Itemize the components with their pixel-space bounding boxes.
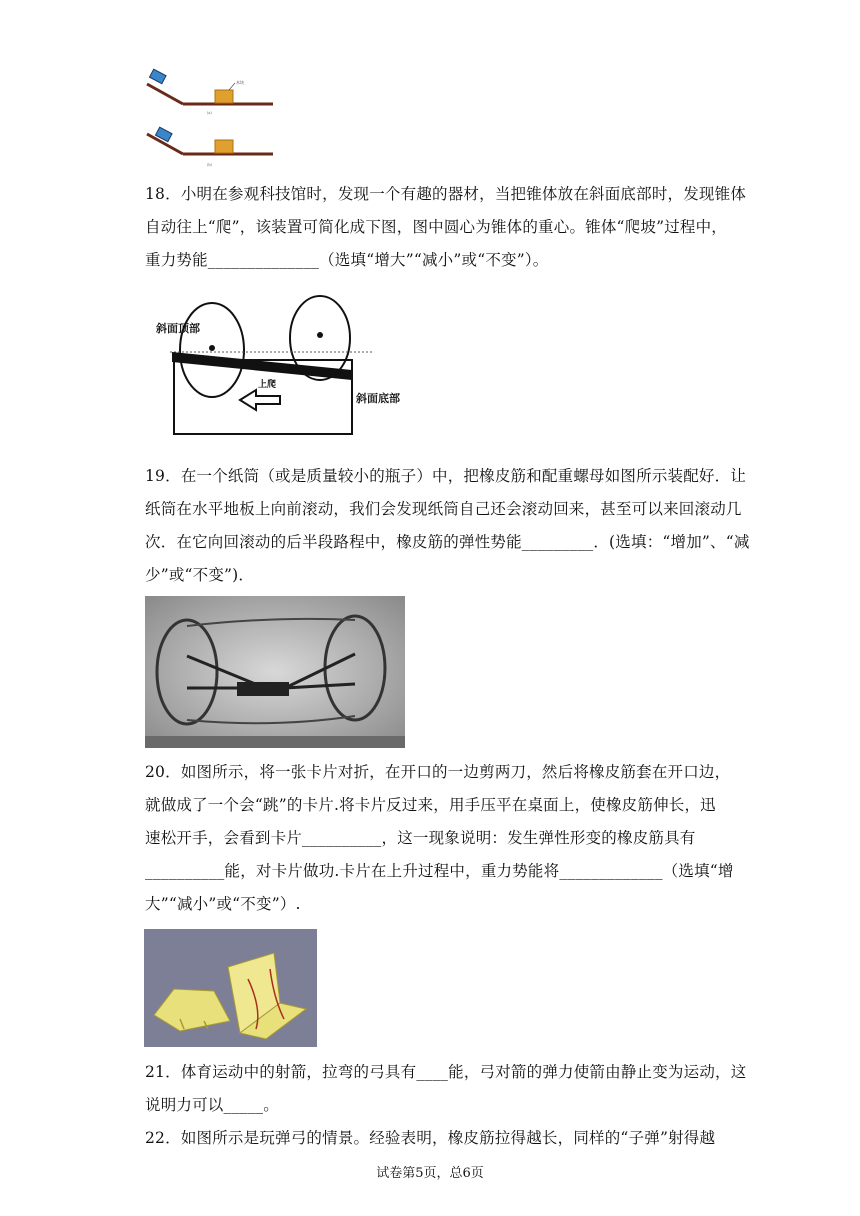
cone-incline-figure — [140, 290, 400, 445]
incline-diagram-a — [147, 69, 273, 115]
q18-line-1: 18．小明在参观科技馆时，发现一个有趣的器材，当把锥体放在斜面底部时，发现锥体 — [145, 185, 747, 203]
bottom-label: 斜面底部 — [356, 392, 400, 405]
question-21 — [145, 1056, 747, 1122]
q21-line-2: 说明力可以_____。 — [145, 1096, 279, 1114]
q19-line-2: 纸筒在水平地板上向前滚动，我们会发现纸筒自己还会滚动回来，甚至可以来回滚动几 — [145, 500, 742, 518]
q19-line-4: 少”或“不变”)． — [145, 566, 255, 584]
q20-line-2: 就做成了一个会“跳”的卡片.将卡片反过来，用手压平在桌面上，使橡皮筋伸长，迅 — [145, 796, 716, 814]
q21-line-1: 21．体育运动中的射箭，拉弯的弓具有____能，弓对箭的弹力使箭由静止变为运动，这 — [145, 1063, 747, 1081]
question-22 — [145, 1122, 717, 1155]
incline-cart-figure — [143, 66, 278, 172]
top-label: 斜面顶部 — [156, 322, 200, 335]
jumping-card-image — [144, 929, 317, 1047]
q20-line-1: 20．如图所示，将一张卡片对折，在开口的一边剪两刀，然后将橡皮筋套在开口边， — [145, 763, 731, 781]
q20-line-3: 速松开手，会看到卡片__________，这一现象说明：发生弹性形变的橡皮筋具有 — [145, 829, 696, 847]
q20-line-4: __________能，对卡片做功.卡片在上升过程中，重力势能将_____________（选填“增 — [145, 862, 734, 880]
page-footer: 试卷第5页，总6页 — [376, 1166, 484, 1181]
climb-arrow-icon — [240, 390, 280, 410]
q19-line-3: 次．在它向回滚动的后半段路程中，橡皮筋的弹性势能_________．(选填：“增加”、“减 — [145, 533, 750, 551]
block-tag: 木块 — [236, 80, 244, 85]
q22-line-1: 22．如图所示是玩弹弓的情景。经验表明，橡皮筋拉得越长，同样的“子弹”射得越 — [145, 1129, 716, 1147]
question-19 — [145, 460, 750, 592]
label-a: (a) — [207, 111, 212, 115]
q18-line-3: 重力势能______________（选填“增大”“减小”或“不变”）。 — [145, 251, 549, 269]
incline-diagram-b — [147, 127, 273, 167]
arrow-label: 上爬 — [258, 380, 277, 390]
question-20 — [145, 756, 734, 921]
question-18 — [145, 178, 747, 277]
rolling-tube-photo — [145, 596, 405, 748]
q20-line-5: 大”“减小”或“不变”）. — [145, 895, 301, 913]
q18-line-2: 自动往上“爬”，该装置可简化成下图，图中圆心为锥体的重心。锥体“爬坡”过程中， — [145, 218, 727, 236]
q19-line-1: 19．在一个纸筒（或是质量较小的瓶子）中，把橡皮筋和配重螺母如图所示装配好．让 — [145, 467, 747, 485]
label-b: (b) — [207, 163, 212, 167]
